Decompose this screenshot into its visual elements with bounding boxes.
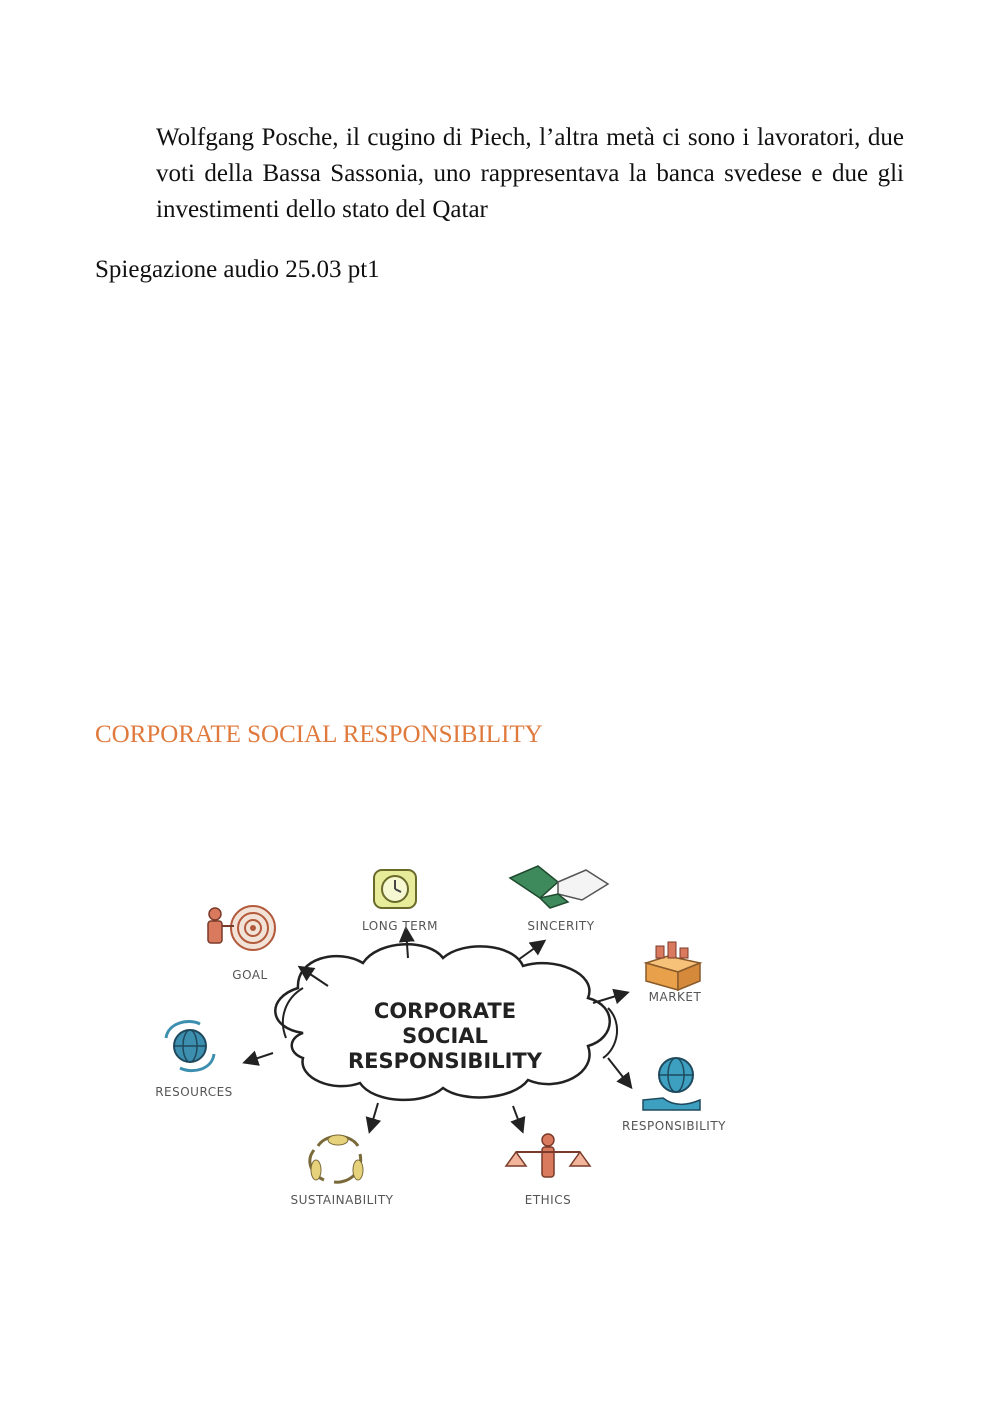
cloud-title-line-2: SOCIAL xyxy=(402,1024,488,1048)
recycle-leaf-icon xyxy=(310,1135,363,1182)
cloud-title-line-3: RESPONSIBILITY xyxy=(348,1049,542,1073)
handshake-icon xyxy=(510,866,608,908)
globe-hand-icon xyxy=(643,1058,700,1110)
body-paragraph-audio-note: Spiegazione audio 25.03 pt1 xyxy=(95,256,380,283)
scales-icon xyxy=(506,1134,590,1177)
clock-icon xyxy=(374,870,416,908)
label-resources: RESOURCES xyxy=(155,1085,233,1099)
csr-diagram-image xyxy=(138,848,748,1218)
globe-cycle-icon xyxy=(166,1022,214,1071)
body-paragraph-indented: Wolfgang Posche, il cugino di Piech, l’altra metà ci sono i lavoratori, due voti della Bassa Sassonia, uno rappresentava la banca svedese e due gli investimenti dello stato del Qatar xyxy=(156,124,904,223)
target-goal-icon xyxy=(208,906,275,950)
label-sustainability: SUSTAINABILITY xyxy=(290,1193,394,1207)
label-market: MARKET xyxy=(648,990,702,1004)
label-sincerity: SINCERITY xyxy=(527,919,595,933)
cloud-title-line-1: CORPORATE xyxy=(373,999,517,1023)
label-goal: GOAL xyxy=(232,968,268,982)
label-long-term: LONG TERM xyxy=(362,919,438,933)
label-ethics: ETHICS xyxy=(524,1193,572,1207)
label-responsibility: RESPONSIBILITY xyxy=(621,1119,727,1133)
section-heading: CORPORATE SOCIAL RESPONSIBILITY xyxy=(95,721,543,748)
market-chart-icon xyxy=(646,942,700,990)
